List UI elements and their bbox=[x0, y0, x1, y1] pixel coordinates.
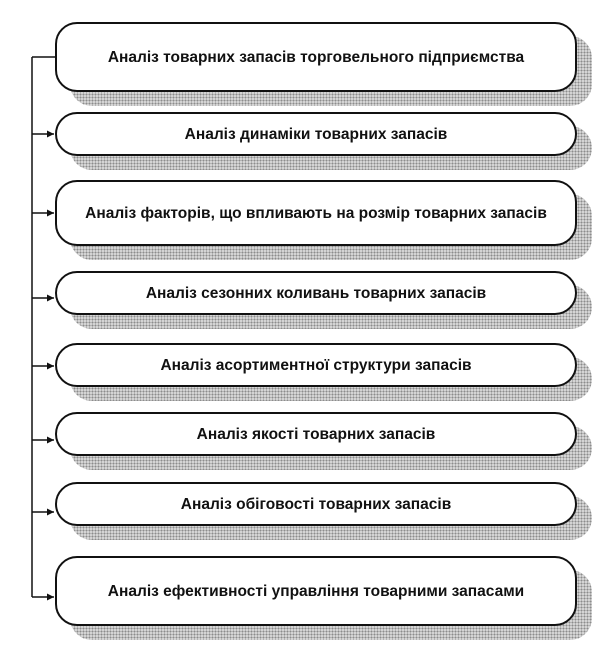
item-box-factors: Аналіз факторів, що впливають на розмір товарних запасів bbox=[55, 180, 577, 246]
item-box-efficiency: Аналіз ефективності управління товарними запасами bbox=[55, 556, 577, 626]
item-box-dynamics: Аналіз динаміки товарних запасів bbox=[55, 112, 577, 156]
root-box: Аналіз товарних запасів торговельного підприємства bbox=[55, 22, 577, 92]
item-box-assortment: Аналіз асортиментної структури запасів bbox=[55, 343, 577, 387]
item-box-turnover: Аналіз обіговості товарних запасів bbox=[55, 482, 577, 526]
item-box-quality: Аналіз якості товарних запасів bbox=[55, 412, 577, 456]
item-box-seasonal: Аналіз сезонних коливань товарних запасів bbox=[55, 271, 577, 315]
